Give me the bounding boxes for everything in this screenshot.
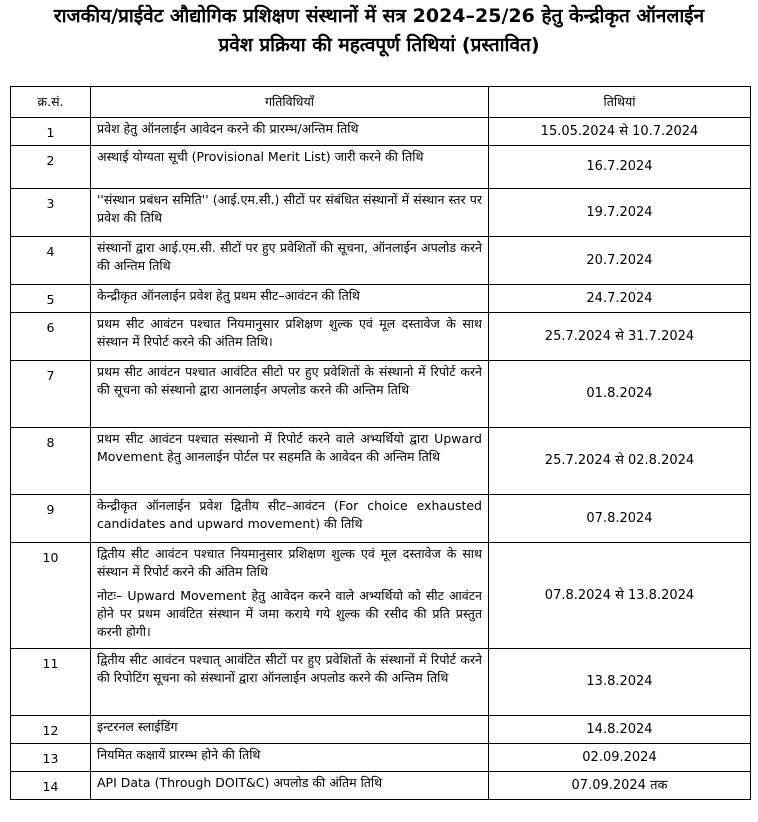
table-row — [11, 237, 751, 285]
row-sn: 7 — [11, 361, 91, 428]
row-date: 02.09.2024 — [489, 744, 751, 772]
table-row — [11, 361, 751, 428]
row-sn: 11 — [11, 649, 91, 716]
table-row — [11, 772, 751, 800]
row-activity: ''संस्थान प्रबंधन समिति'' (आई.एम.सी.) सीटों पर संबंधित संस्थानों में संस्थान स्तर पर प्रवेश की तिथि — [91, 189, 489, 237]
row-activity: इन्टरनल स्लाईडिंग — [91, 716, 489, 744]
row-date: 16.7.2024 — [489, 146, 751, 189]
row-date: 20.7.2024 — [489, 237, 751, 285]
table-row — [11, 495, 751, 543]
table-row — [11, 716, 751, 744]
row-sn: 12 — [11, 716, 91, 744]
row-sn: 3 — [11, 189, 91, 237]
table-row — [11, 744, 751, 772]
row-activity: प्रथम सीट आवंटन पश्चात नियमानुसार प्रशिक्षण शुल्क एवं मूल दस्तावेज के साथ संस्थान में रिपोर्ट करने की अंतिम तिथि। — [91, 313, 489, 361]
row-sn: 14 — [11, 772, 91, 800]
row-date: 25.7.2024 से 31.7.2024 — [489, 313, 751, 361]
row-date: 07.09.2024 तक — [489, 772, 751, 800]
row-activity: प्रथम सीट आवंटन पश्चात आवंटित सीटो पर हुए प्रवेशितों के संस्थानो में रिपोर्ट करने की सूचना को संस्थानो द्वारा आनलाईन अपलोड करने की अन्तिम तिथि — [91, 361, 489, 428]
row-activity: केन्द्रीकृत ऑनलाईन प्रवेश द्वितीय सीट–आवंटन (For choice exhausted candidates and upward movement) की तिथि — [91, 495, 489, 543]
row-activity: API Data (Through DOIT&C) अपलोड की अंतिम तिथि — [91, 772, 489, 800]
table-row — [11, 118, 751, 146]
row-date: 07.8.2024 — [489, 495, 751, 543]
table-row — [11, 428, 751, 495]
row-sn: 8 — [11, 428, 91, 495]
row-sn: 4 — [11, 237, 91, 285]
header-date: तिथियां — [489, 87, 751, 118]
row-date: 24.7.2024 — [489, 285, 751, 313]
row-sn: 10 — [11, 543, 91, 649]
row-activity: अस्थाई योग्यता सूची (Provisional Merit List) जारी करने की तिथि — [91, 146, 489, 189]
row-date: 13.8.2024 — [489, 649, 751, 716]
row-date: 01.8.2024 — [489, 361, 751, 428]
header-sn: क्र.सं. — [11, 87, 91, 118]
row-sn: 9 — [11, 495, 91, 543]
row-activity: संस्थानों द्वारा आई.एम.सी. सीटों पर हुए प्रवेशितों की सूचना, ऑनलाईन अपलोड करने की अन्तिम तिथि — [91, 237, 489, 285]
row-sn: 6 — [11, 313, 91, 361]
table-row — [11, 543, 751, 649]
row-activity: द्वितीय सीट आवंटन पश्चात् आवंटित सीटों पर हुए प्रवेशितों के संस्थानों में रिपोर्ट करने की रिपोटिंग सूचना को संस्थानों द्वारा ऑनलाईन अपलोड करने की अन्तिम तिथि — [91, 649, 489, 716]
row-sn: 5 — [11, 285, 91, 313]
title-line-1: राजकीय/प्राईवेट औद्योगिक प्रशिक्षण संस्थानों में सत्र 2024–25/26 हेतु केन्द्रीकृत ऑनलाईन — [53, 5, 705, 27]
row-date: 25.7.2024 से 02.8.2024 — [489, 428, 751, 495]
header-activity: गतिविधियाँ — [91, 87, 489, 118]
row-date: 15.05.2024 से 10.7.2024 — [489, 118, 751, 146]
row-activity: केन्द्रीकृत ऑनलाईन प्रवेश हेतु प्रथम सीट–आवंटन की तिथि — [91, 285, 489, 313]
row-activity: द्वितीय सीट आवंटन पश्चात नियमानुसार प्रशिक्षण शुल्क एवं मूल दस्तावेज के साथ संस्थान में रिपोर्ट करने की अंतिम तिथि — [97, 546, 482, 579]
table-row — [11, 146, 751, 189]
row-activity: प्रवेश हेतु ऑनलाईन आवेदन करने की प्रारम्भ/अन्तिम तिथि — [91, 118, 489, 146]
row-date: 19.7.2024 — [489, 189, 751, 237]
table-row — [11, 285, 751, 313]
row-activity: नियमित कक्षायें प्रारम्भ होने की तिथि — [91, 744, 489, 772]
row-activity-cell — [91, 543, 489, 649]
row-note: नोटः– Upward Movement हेतु आवेदन करने वाले अभ्यर्थियो को सीट आवंटन होने पर प्रथम आवंटित संस्थान में जमा कराये गये शुल्क की रसीद की प्रति प्रस्तुत करनी होगी। — [97, 588, 482, 639]
table-row — [11, 313, 751, 361]
page-title — [0, 0, 758, 58]
dates-table — [10, 86, 751, 800]
row-sn: 1 — [11, 118, 91, 146]
table-row — [11, 189, 751, 237]
table-row — [11, 649, 751, 716]
row-date: 14.8.2024 — [489, 716, 751, 744]
table-header-row — [11, 87, 751, 118]
row-sn: 2 — [11, 146, 91, 189]
row-activity: प्रथम सीट आवंटन पश्चात संस्थानो में रिपोर्ट करने वाले अभ्यर्थियो द्वारा Upward Movement हेतु आनलाईन पोर्टल पर सहमति के आवेदन की अन्तिम तिथि — [91, 428, 489, 495]
row-date: 07.8.2024 से 13.8.2024 — [489, 543, 751, 649]
row-sn: 13 — [11, 744, 91, 772]
title-line-2: प्रवेश प्रक्रिया की महत्वपूर्ण तिथियां (प्रस्तावित) — [218, 34, 540, 56]
